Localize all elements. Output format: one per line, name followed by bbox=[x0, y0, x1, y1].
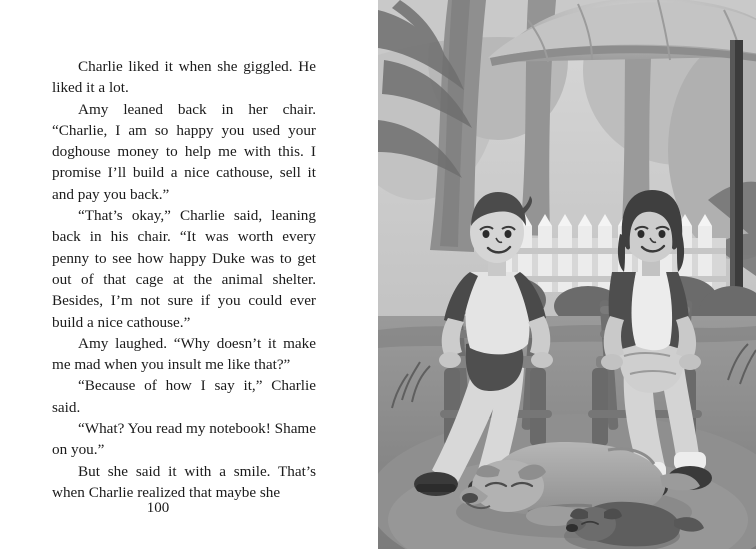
body-text-column bbox=[52, 56, 316, 503]
paragraph: “That’s okay,” Charlie said, leaning back in his chair. “It was worth every penny to see how happy Duke was to get out of that cage at the animal shelter. Besides, I’m not sure if you could ever build a nice cathouse.” bbox=[52, 207, 316, 331]
paragraph: “Because of how I say it,” Charlie said. bbox=[52, 377, 316, 416]
paragraph: Amy leaned back in her chair. “Charlie, I am so happy you used your doghouse money to help me with this. I promise I’ll build a nice cathouse, sell it and pay you back.” bbox=[52, 100, 316, 203]
paragraph: But she said it with a smile. That’s when Charlie realized that maybe she bbox=[52, 462, 316, 501]
paragraph: “What? You read my notebook! Shame on you.” bbox=[52, 420, 316, 459]
illustration-page bbox=[378, 0, 756, 549]
illustration-canvas bbox=[378, 0, 756, 549]
paragraph: Charlie liked it when she giggled. He liked it a lot. bbox=[52, 58, 316, 97]
page-number: 100 bbox=[146, 500, 170, 516]
paragraph: Amy laughed. “Why doesn’t it make me mad when you insult me like that?” bbox=[52, 334, 316, 374]
